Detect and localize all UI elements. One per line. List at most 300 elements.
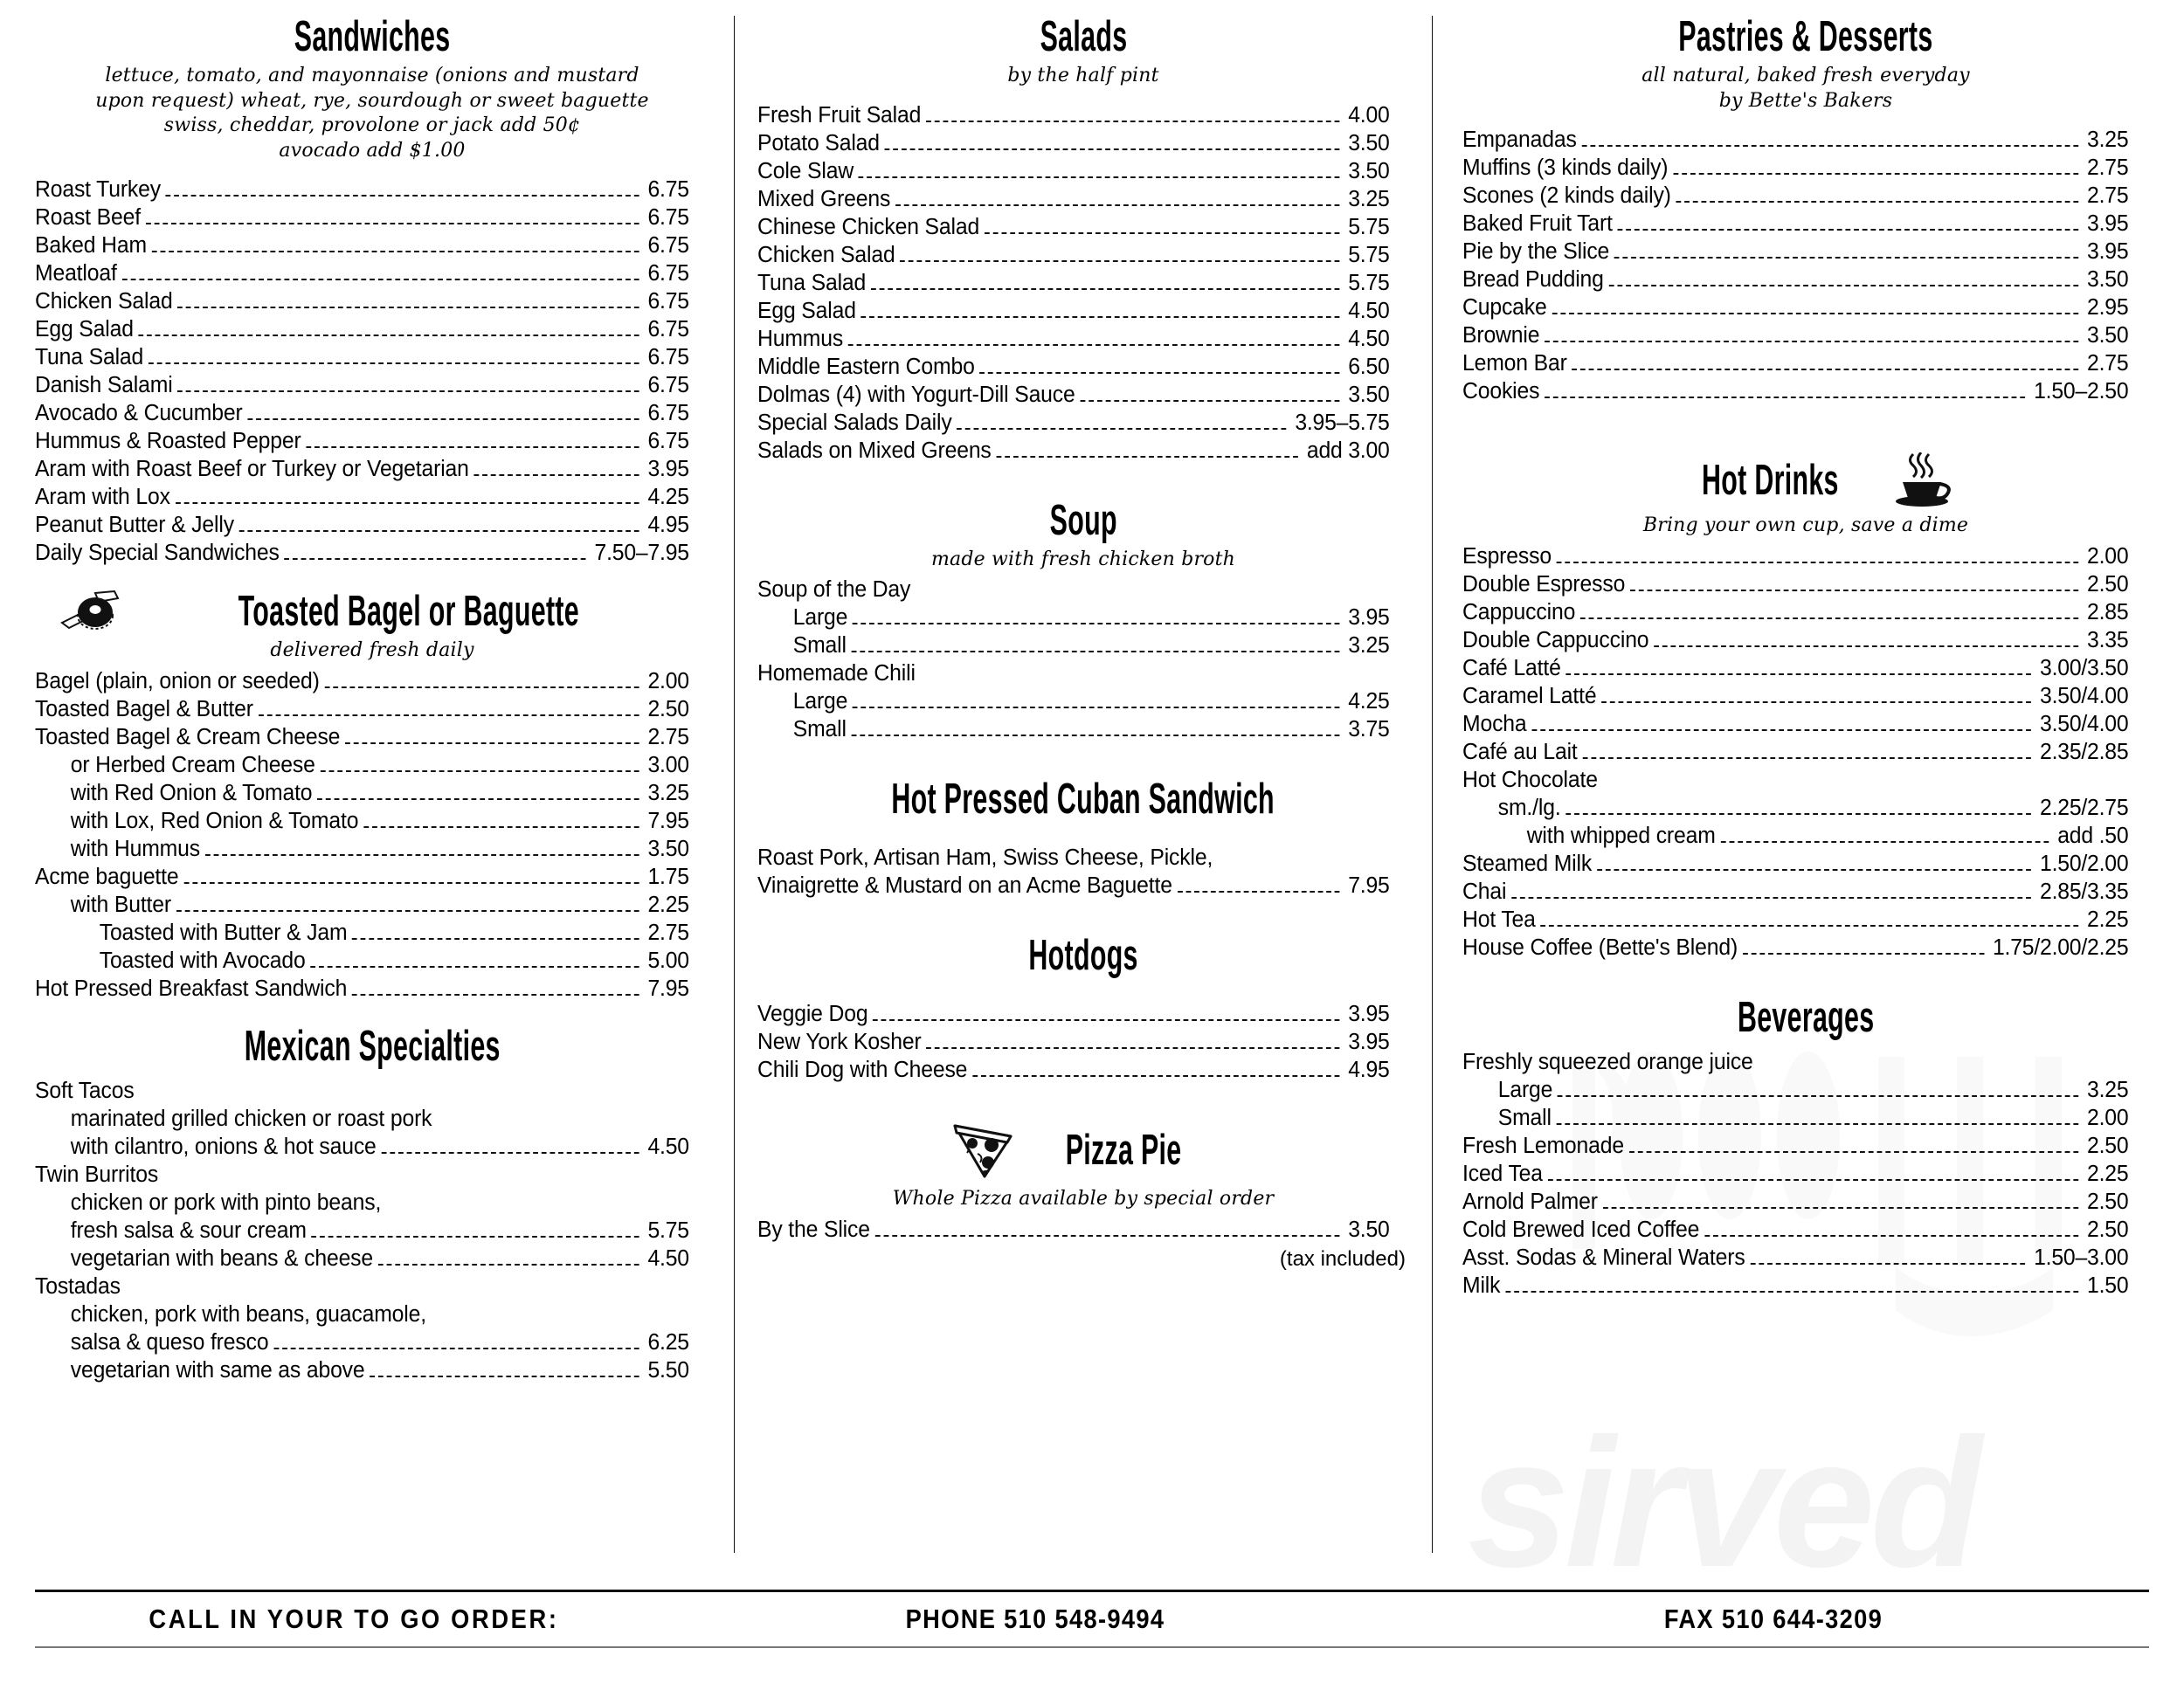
list-item (757, 185, 1390, 213)
list-item (1462, 1104, 2128, 1132)
list-item (1462, 1076, 2128, 1104)
leader-dots (183, 882, 639, 884)
item-label: Muffins (3 kinds daily) (1462, 155, 1669, 181)
leader-dots (363, 826, 639, 828)
leader-dots (1750, 1263, 2025, 1265)
item-label: Bagel (plain, onion or seeded) (35, 668, 320, 693)
item-label: Freshly squeezed orange juice (1462, 1049, 1753, 1074)
leader-dots (370, 1376, 639, 1377)
item-label: Roast Beef (35, 205, 141, 231)
leader-dots (853, 623, 1339, 624)
list-item (757, 213, 1390, 241)
list-item (35, 1133, 689, 1161)
item-label: Scones (2 kinds daily) (1462, 183, 1671, 209)
list-item (35, 399, 689, 427)
cuban-price: 7.95 (1348, 873, 1390, 899)
section-header-pizza (757, 1119, 1409, 1182)
pizza-list (757, 1216, 1409, 1244)
item-price: 4.95 (1348, 1058, 1390, 1083)
leader-dots (957, 428, 1286, 430)
leader-dots (1603, 1207, 2079, 1209)
leader-dots (139, 335, 639, 336)
list-item (35, 891, 689, 919)
sandwiches-title: Sandwiches (294, 13, 451, 60)
mexican-list (35, 1077, 709, 1384)
leader-dots (273, 1348, 639, 1349)
section-header-bagel (35, 587, 709, 635)
leader-dots (146, 223, 639, 224)
leader-dots (996, 456, 1298, 458)
list-item (1462, 293, 2128, 321)
item-label: with cilantro, onions & hot sauce (70, 1134, 377, 1159)
item-price: 6.25 (647, 1329, 689, 1355)
item-price: 3.00 (647, 752, 689, 777)
footer-call-label: CALL IN YOUR TO GO ORDER: (149, 1604, 559, 1634)
item-price: 6.75 (647, 401, 689, 426)
list-item (1462, 1272, 2128, 1300)
item-label: Large (1497, 1077, 1553, 1102)
cuban-line1: Roast Pork, Artisan Ham, Swiss Cheese, Pickle, (757, 845, 1213, 871)
cuban-title: Hot Pressed Cuban Sandwich (891, 776, 1275, 824)
list-item (757, 129, 1390, 157)
list-item (757, 1000, 1390, 1028)
list-item (757, 409, 1390, 437)
section-header-cuban (757, 776, 1409, 824)
list-item (757, 715, 1390, 743)
list-item (1462, 906, 2128, 934)
item-label: Milk (1462, 1273, 1501, 1298)
group-heading-label: Tostadas (35, 1273, 121, 1299)
bagel-icon (60, 590, 125, 631)
leader-dots (1557, 562, 2079, 563)
item-price: 6.75 (647, 429, 689, 454)
item-price: 4.00 (1348, 102, 1390, 128)
item-label: Baked Fruit Tart (1462, 211, 1613, 237)
pastries-subtitle: all natural, baked fresh everyday by Bette's Bakers (1641, 65, 1970, 112)
list-item (35, 203, 689, 231)
item-price: 6.75 (647, 177, 689, 203)
leader-dots (1545, 341, 2078, 342)
section-header-salads (757, 13, 1409, 60)
item-price: 3.50 (1348, 130, 1390, 155)
list-item (35, 259, 689, 287)
leader-dots (177, 390, 639, 392)
pizza-title: Pizza Pie (1065, 1126, 1182, 1174)
item-price: 2.00 (2087, 1105, 2129, 1130)
leader-dots (1673, 173, 2078, 175)
item-label: Cupcake (1462, 295, 1547, 321)
section-header-pastries (1462, 13, 2149, 60)
pastries-title: Pastries & Desserts (1678, 13, 1933, 60)
list-item (1462, 238, 2128, 266)
leader-dots (1630, 590, 2078, 591)
salads-list (757, 101, 1409, 465)
item-label: salsa & queso fresco (70, 1329, 269, 1355)
item-price: 6.75 (647, 373, 689, 398)
group-heading-label: Soft Tacos (35, 1078, 135, 1103)
pizza-tax-note: (tax included) (1279, 1246, 1406, 1271)
soup-subtitle: made with fresh chicken broth (930, 548, 1236, 570)
list-item (35, 1300, 689, 1328)
item-price: 3.95 (2087, 239, 2129, 265)
item-price: 2.75 (2087, 351, 2129, 376)
leader-dots (1565, 813, 2031, 815)
list-item (1462, 542, 2128, 570)
item-label: Mixed Greens (757, 186, 891, 211)
sandwiches-list (35, 176, 709, 567)
item-price: 3.50/4.00 (2040, 711, 2129, 736)
item-price: 4.50 (647, 1134, 689, 1159)
leader-dots (166, 195, 639, 197)
item-label: Hot Pressed Breakfast Sandwich (35, 976, 348, 1001)
leader-dots (1618, 229, 2079, 231)
item-price: 7.95 (647, 808, 689, 833)
menu-columns (35, 13, 2149, 1553)
item-price: 2.25 (2087, 907, 2129, 932)
item-price: add .50 (2057, 823, 2129, 848)
item-price: 6.75 (647, 317, 689, 342)
leader-dots (926, 121, 1339, 122)
leader-dots (310, 966, 639, 968)
item-price: 3.50 (647, 836, 689, 861)
leader-dots (1743, 953, 1984, 955)
item-label: vegetarian with same as above (70, 1357, 365, 1383)
item-price: 3.95–5.75 (1295, 410, 1390, 435)
list-item (757, 437, 1390, 465)
list-item (35, 1245, 689, 1273)
item-label: Steamed Milk (1462, 851, 1593, 876)
leader-dots (247, 418, 639, 420)
group-heading-label: Twin Burritos (35, 1162, 159, 1187)
list-item (35, 975, 689, 1003)
leader-dots (861, 316, 1340, 318)
item-price: 4.50 (1348, 298, 1390, 323)
list-item (1462, 934, 2128, 962)
item-price: 3.95 (1348, 1002, 1390, 1027)
item-label: Meatloaf (35, 261, 117, 286)
leader-dots (345, 742, 639, 744)
item-price: 2.50 (2087, 1133, 2129, 1158)
list-item (1462, 598, 2128, 626)
list-item (757, 157, 1390, 185)
item-label: Tuna Salad (757, 270, 867, 295)
list-item (35, 455, 689, 483)
item-price: 3.95 (2087, 211, 2129, 237)
leader-dots (1566, 673, 2032, 675)
item-price: 3.75 (1348, 717, 1390, 742)
item-label: Small (792, 633, 847, 659)
item-price: 4.25 (1348, 689, 1390, 714)
hotdrinks-title: Hot Drinks (1701, 456, 1839, 504)
item-label: Veggie Dog (757, 1002, 868, 1027)
leader-dots (1582, 145, 2079, 147)
leader-dots (1601, 701, 2031, 703)
item-price: 4.25 (647, 485, 689, 510)
cuban-line2: Vinaigrette & Mustard on an Acme Baguette (757, 873, 1172, 899)
item-price: 5.75 (647, 1217, 689, 1243)
list-item (757, 604, 1390, 631)
section-header-mexican (35, 1022, 709, 1070)
leader-dots (259, 714, 639, 716)
leader-dots (885, 148, 1340, 150)
hotdogs-title: Hotdogs (1028, 932, 1138, 980)
leader-dots (352, 994, 639, 996)
list-item (757, 687, 1390, 715)
item-label: Double Cappuccino (1462, 627, 1649, 652)
leader-dots (1545, 397, 2025, 398)
item-price: 2.25/2.75 (2040, 795, 2129, 820)
leader-dots (1572, 369, 2079, 370)
list-item (35, 695, 689, 723)
group-heading (35, 1273, 689, 1300)
item-label: sm./lg. (1497, 795, 1561, 820)
soup-title: Soup (1049, 496, 1117, 544)
item-price: 1.50 (2087, 1273, 2129, 1298)
item-price: 2.25 (647, 892, 689, 917)
item-price: 5.75 (1348, 242, 1390, 267)
item-label: New York Kosher (757, 1030, 922, 1055)
leader-dots (1597, 869, 2031, 871)
list-item (757, 872, 1390, 900)
list-item (35, 343, 689, 371)
column-right (1433, 13, 2149, 1553)
bagel-list (35, 667, 709, 1003)
item-label: Aram with Roast Beef or Turkey or Vegetarian (35, 457, 469, 482)
item-price: add 3.00 (1306, 438, 1390, 463)
section-header-sandwiches (35, 13, 709, 60)
item-label: Small (1497, 1105, 1552, 1130)
list-item (757, 844, 1390, 872)
list-item (35, 1189, 689, 1217)
leader-dots (1558, 1095, 2078, 1097)
item-price: 4.95 (647, 513, 689, 538)
footer-fax: FAX 510 644-3209 (1663, 1604, 1883, 1634)
leader-dots (853, 707, 1339, 708)
list-item (35, 371, 689, 399)
list-item (1462, 154, 2128, 182)
bagel-subtitle: delivered fresh daily (270, 639, 474, 662)
leader-dots (900, 260, 1339, 262)
list-item (757, 101, 1390, 129)
item-price: 3.95 (1348, 1030, 1390, 1055)
item-price: 5.75 (1348, 214, 1390, 239)
item-price: 4.50 (1348, 326, 1390, 351)
item-price: 3.95 (1348, 605, 1390, 631)
leader-dots (972, 1075, 1339, 1077)
list-item (757, 631, 1390, 659)
item-label: Chai (1462, 879, 1507, 904)
item-label: Chicken Salad (757, 242, 895, 267)
item-price: 2.50 (647, 696, 689, 721)
watermark-text: sirved (1468, 1400, 1977, 1605)
leader-dots (205, 854, 639, 856)
list-item (757, 297, 1390, 325)
item-label: Avocado & Cucumber (35, 401, 243, 426)
list-item (1462, 210, 2128, 238)
list-item (757, 353, 1390, 381)
item-label: Baked Ham (35, 233, 147, 259)
list-item (1462, 321, 2128, 349)
item-label: House Coffee (Bette's Blend) (1462, 935, 1738, 960)
list-item (35, 315, 689, 343)
leader-dots (1511, 897, 2031, 899)
mexican-title: Mexican Specialties (244, 1022, 501, 1070)
item-label: Chili Dog with Cheese (757, 1058, 968, 1083)
list-item (35, 1356, 689, 1384)
item-price: 6.75 (647, 289, 689, 314)
leader-dots (239, 530, 639, 532)
leader-dots (176, 502, 639, 504)
item-label: or Herbed Cream Cheese (70, 752, 315, 777)
item-label: Mocha (1462, 711, 1527, 736)
item-price: 3.25 (1348, 186, 1390, 211)
list-item (35, 176, 689, 203)
item-price: 1.75 (647, 864, 689, 889)
item-price: 3.50 (2087, 323, 2129, 348)
item-label: Chinese Chicken Salad (757, 214, 980, 239)
item-price: 1.75/2.00/2.25 (1992, 935, 2129, 960)
leader-dots (1548, 1179, 2079, 1181)
leader-dots (1178, 891, 1340, 893)
leader-dots (378, 1264, 639, 1266)
item-label: Pie by the Slice (1462, 239, 1610, 265)
leader-dots (306, 446, 639, 448)
list-item (757, 1028, 1390, 1056)
item-label: Iced Tea (1462, 1161, 1543, 1186)
footer-inner (35, 1604, 2149, 1635)
beverages-title: Beverages (1737, 993, 1875, 1041)
leader-dots (149, 362, 639, 364)
list-item (757, 1056, 1390, 1084)
list-item (1462, 266, 2128, 293)
list-item (1462, 654, 2128, 682)
column-left (35, 13, 734, 1553)
section-header-beverages (1462, 993, 2149, 1041)
section-header-hotdrinks (1462, 452, 2149, 508)
sandwiches-subtitle: lettuce, tomato, and mayonnaise (onions and mustard upon request) wheat, rye, sourdough or sweet baguette swiss, cheddar, provolone or jack add 50¢ avocado add $1.00 (95, 65, 649, 162)
leader-dots (176, 910, 639, 912)
section-header-soup (757, 496, 1409, 544)
list-item (35, 511, 689, 539)
list-item (35, 539, 689, 567)
list-item (757, 241, 1390, 269)
list-item (35, 723, 689, 751)
item-price: 6.75 (647, 345, 689, 370)
group-heading (35, 1161, 689, 1189)
item-price: 3.50 (1348, 382, 1390, 407)
footer-bar (35, 1590, 2149, 1648)
item-label: Fresh Fruit Salad (757, 102, 922, 128)
list-item (35, 807, 689, 835)
item-label: Espresso (1462, 543, 1552, 569)
item-price: 2.75 (2087, 155, 2129, 181)
leader-dots (285, 558, 586, 560)
item-label: Fresh Lemonade (1462, 1133, 1624, 1158)
pizza-subtitle: Whole Pizza available by special order (892, 1188, 1275, 1211)
item-price: 2.50 (2087, 1189, 2129, 1214)
item-price: 3.25 (1348, 633, 1390, 659)
leader-dots (926, 1047, 1339, 1049)
item-label: Café Latté (1462, 655, 1561, 680)
item-label: Cappuccino (1462, 599, 1576, 624)
item-price: 3.35 (2087, 627, 2129, 652)
item-label: chicken or pork with pinto beans, (70, 1190, 382, 1215)
item-price: 2.75 (647, 920, 689, 945)
item-price: 7.95 (647, 976, 689, 1001)
leader-dots (873, 1019, 1339, 1021)
leader-dots (985, 232, 1340, 234)
item-label: chicken, pork with beans, guacamole, (70, 1301, 426, 1327)
item-price: 5.75 (1348, 270, 1390, 295)
list-item (1462, 878, 2128, 906)
item-label: Hot Chocolate (1462, 767, 1598, 792)
item-price: 3.25 (2087, 1077, 2129, 1102)
pizza-slice-icon (950, 1119, 1018, 1182)
item-price: 2.00 (647, 668, 689, 693)
item-label: Hot Tea (1462, 907, 1536, 932)
item-price: 3.50/4.00 (2040, 683, 2129, 708)
item-price: 6.75 (647, 261, 689, 286)
list-item (1462, 1132, 2128, 1160)
item-label: Arnold Palmer (1462, 1189, 1598, 1214)
item-label: Egg Salad (757, 298, 856, 323)
item-label: Cookies (1462, 379, 1540, 404)
item-label: Middle Eastern Combo (757, 354, 975, 379)
group-heading (35, 1077, 689, 1105)
hotdogs-list (757, 1000, 1409, 1084)
item-price: 2.25 (2087, 1161, 2129, 1186)
list-item (1462, 682, 2128, 710)
leader-dots (1505, 1291, 2078, 1293)
list-item (1462, 126, 2128, 154)
beverages-list (1462, 1048, 2149, 1300)
list-item (1462, 182, 2128, 210)
item-price: 6.50 (1348, 354, 1390, 379)
list-item (35, 427, 689, 455)
item-price: 2.00 (2087, 543, 2129, 569)
item-price: 6.75 (647, 205, 689, 231)
list-item (1462, 1160, 2128, 1188)
list-item (35, 1105, 689, 1133)
item-price: 3.50 (1348, 1217, 1390, 1242)
item-label: Danish Salami (35, 373, 173, 398)
list-item (757, 1216, 1390, 1244)
item-label: Potato Salad (757, 130, 880, 155)
list-item (35, 1217, 689, 1245)
item-label: Peanut Butter & Jelly (35, 513, 234, 538)
list-item (1462, 710, 2128, 738)
item-price: 5.50 (647, 1357, 689, 1383)
item-label: Small (792, 717, 847, 742)
list-item (1462, 1244, 2128, 1272)
item-label: Caramel Latté (1462, 683, 1597, 708)
item-label: Special Salads Daily (757, 410, 952, 435)
leader-dots (1721, 841, 2049, 843)
leader-dots (317, 798, 639, 800)
leader-dots (1080, 400, 1339, 402)
leader-dots (324, 686, 639, 688)
leader-dots (382, 1152, 639, 1154)
list-item (35, 863, 689, 891)
coffee-cup-icon (1890, 452, 1952, 508)
item-label: with Lox, Red Onion & Tomato (70, 808, 359, 833)
item-label: Double Espresso (1462, 571, 1626, 597)
salads-title: Salads (1040, 13, 1127, 60)
item-price: 2.75 (647, 724, 689, 749)
list-item (1462, 349, 2128, 377)
item-label: Aram with Lox (35, 485, 170, 510)
leader-dots (871, 288, 1340, 290)
